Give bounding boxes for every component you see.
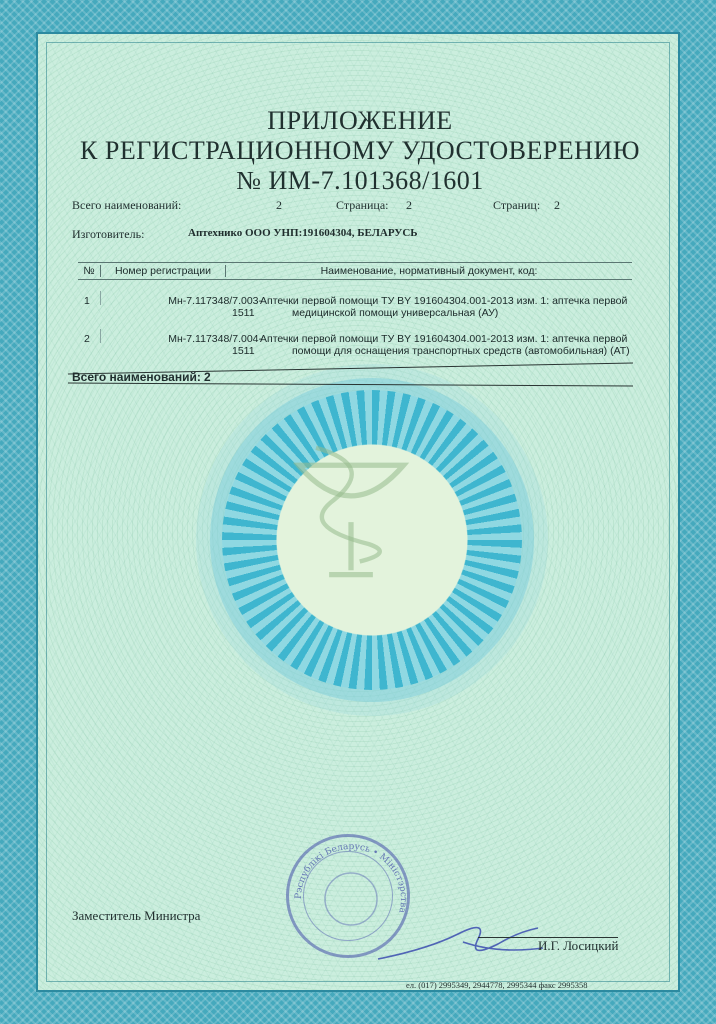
bowl-of-hygieia-icon [281,429,421,589]
certificate-number: № ИМ-7.101368/1601 [236,166,484,195]
signatory-position: Заместитель Министра [72,908,201,923]
registration-table [78,262,632,362]
row-registration-suffix: 1511 [232,345,255,357]
total-items-label: Всего наименований: [72,198,182,212]
row-name-line-2: помощи для оснащения транспортных средств (автомобильная) (АТ) [292,345,630,357]
title-line-1: ПРИЛОЖЕНИЕ [267,106,453,135]
contact-info: ел. (017) 2995349, 2944778, 2995344 факс 2995358 [406,980,588,990]
header-registration: Номер регистрации [101,265,226,277]
table-header [78,262,632,280]
table-total-label: Всего наименований: [72,370,201,384]
manufacturer-value: Аптехнико ООО УНП:191604304, БЕЛАРУСЬ [188,227,418,239]
manufacturer-label: Изготовитель: [72,227,145,241]
page-value: 2 [406,198,412,212]
row-name-line-1: Аптечки первой помощи ТУ BY 191604304.001-2013 изм. 1: аптечка первой [260,333,628,345]
row-registration-suffix: 1511 [232,307,255,319]
pages-label: Страниц: [493,198,541,212]
title-line-2: К РЕГИСТРАЦИОННОМУ УДОСТОВЕРЕНИЮ [80,136,640,165]
pages-value: 2 [554,198,560,212]
header-number: № [78,265,101,277]
handwritten-signature [368,904,558,974]
stamp-text: Рэспублiкi Беларусь • Мiнiстэрства [293,841,409,914]
row-number: 1 [84,295,90,307]
table-row [78,286,632,324]
page-label: Страница: [336,198,389,212]
signatory-name: И.Г. Лосицкий [538,938,619,953]
row-number: 2 [84,333,90,345]
certificate-sheet [36,32,680,992]
header-name: Наименование, нормативный документ, код: [320,265,538,277]
total-items-value: 2 [276,198,282,212]
row-name-line-2: медицинской помощи универсальная (АУ) [292,307,499,319]
row-registration: Мн-7.117348/7.003- [168,295,262,307]
row-name-line-1: Аптечки первой помощи ТУ BY 191604304.001-2013 изм. 1: аптечка первой [260,295,628,307]
table-total-value: 2 [204,370,211,384]
row-registration: Мн-7.117348/7.004- [168,333,262,345]
